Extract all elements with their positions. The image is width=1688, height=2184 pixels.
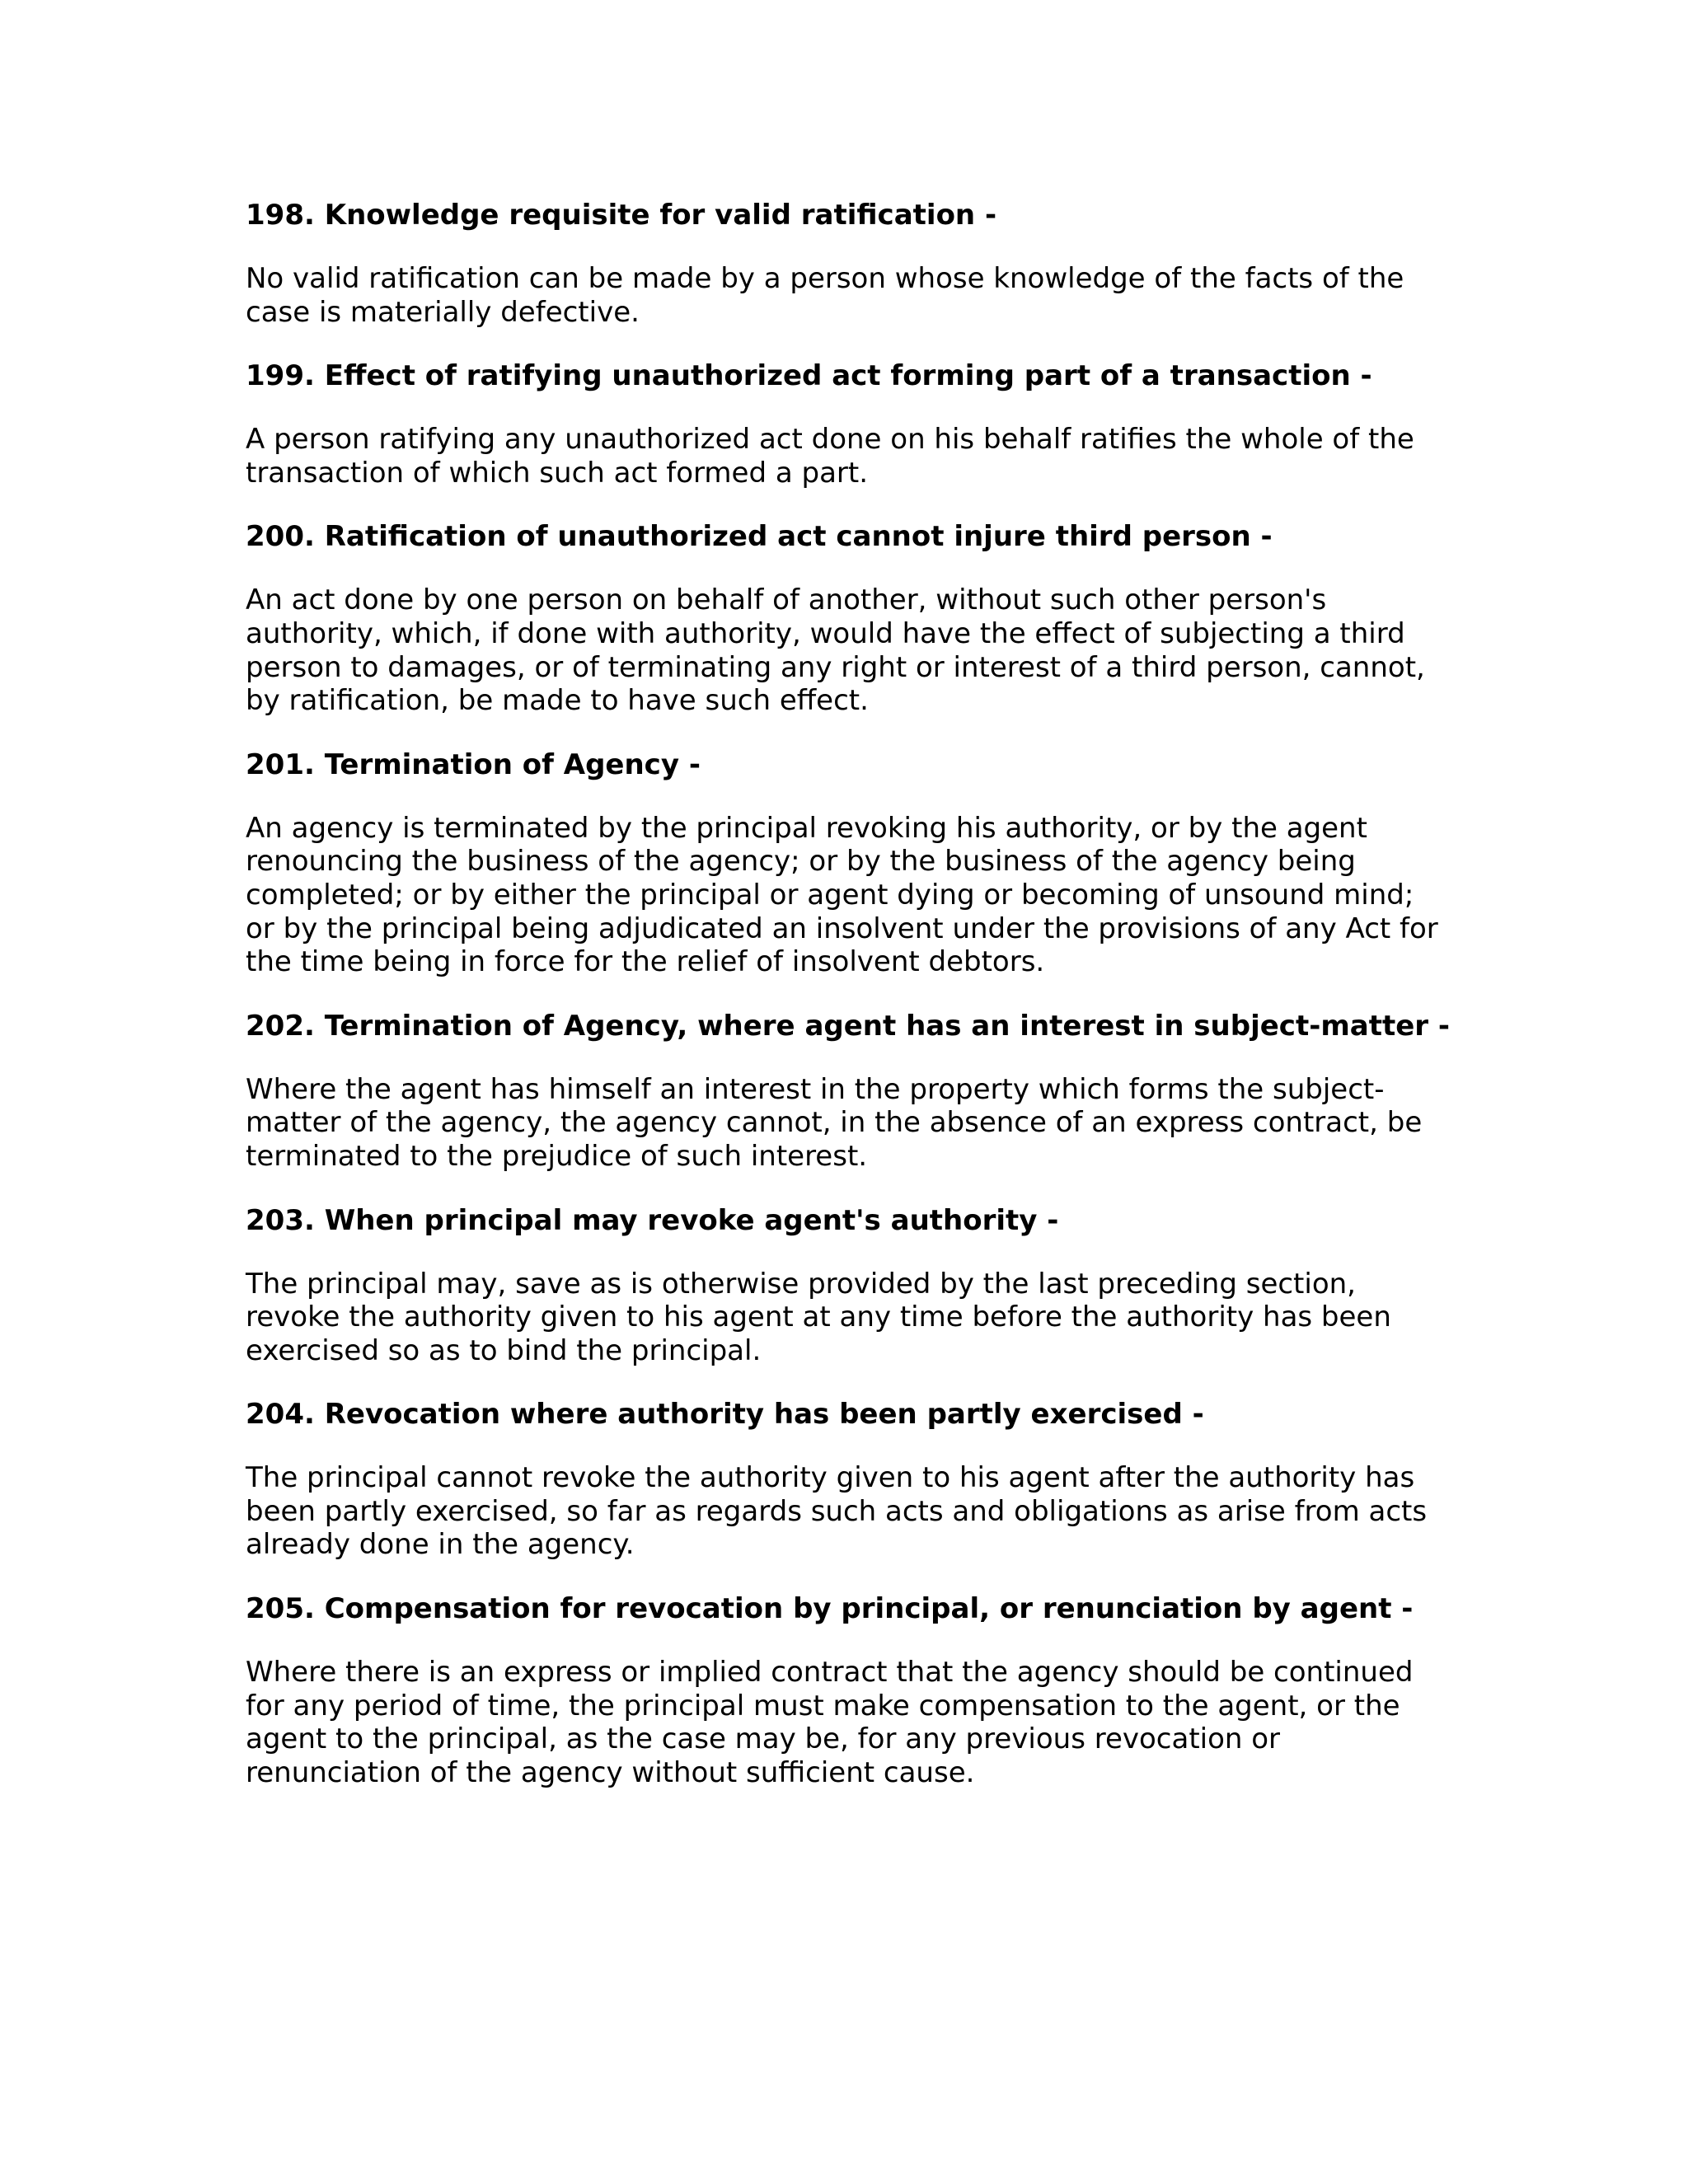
section-body (246, 1656, 1441, 1789)
body-line: The principal may, save as is otherwise provided by the last preceding section, (246, 1267, 1356, 1301)
body-line: been partly exercised, so far as regards such acts and obligations as arise from acts (246, 1494, 1428, 1528)
body-line: by ratification, be made to have such effect. (246, 684, 869, 718)
section-heading: 204. Revocation where authority has been partly exercised - (246, 1398, 1204, 1432)
section-heading: 203. When principal may revoke agent's authority - (246, 1203, 1059, 1237)
section-body (246, 1073, 1441, 1174)
body-line: matter of the agency, the agency cannot, in the absence of an express contract, be (246, 1106, 1423, 1140)
body-line: person to damages, or of terminating any right or interest of a third person, cannot, (246, 650, 1425, 684)
body-line: exercised so as to bind the principal. (246, 1333, 762, 1367)
body-line: completed; or by either the principal or agent dying or becoming of unsound mind; (246, 878, 1414, 912)
body-line: terminated to the prejudice of such interest. (246, 1139, 868, 1173)
section-201 (246, 741, 1441, 979)
body-line: Where the agent has himself an interest in the property which forms the subject- (246, 1072, 1385, 1106)
section-body (246, 262, 1441, 329)
section-heading: 202. Termination of Agency, where agent has an interest in subject-matter - (246, 1009, 1450, 1043)
body-line: agent to the principal, as the case may be, for any previous revocation or (246, 1722, 1281, 1756)
section-203 (246, 1197, 1441, 1368)
section-body (246, 1461, 1441, 1562)
section-202 (246, 1002, 1450, 1174)
section-heading: 198. Knowledge requisite for valid ratification - (246, 199, 997, 232)
body-line: revoke the authority given to his agent at any time before the authority has been (246, 1301, 1391, 1334)
section-body (246, 812, 1441, 979)
section-heading: 201. Termination of Agency - (246, 748, 701, 781)
section-198 (246, 191, 1441, 329)
body-line: case is materially defective. (246, 295, 640, 329)
body-line: An agency is terminated by the principal revoking his authority, or by the agent (246, 811, 1367, 845)
body-line: for any period of time, the principal must make compensation to the agent, or the (246, 1689, 1400, 1722)
body-line: transaction of which such act formed a part. (246, 456, 869, 490)
section-204 (246, 1390, 1441, 1562)
section-body (246, 1268, 1441, 1368)
body-line: An act done by one person on behalf of another, without such other person's (246, 583, 1327, 617)
body-line: Where there is an express or implied contract that the agency should be continued (246, 1656, 1414, 1690)
body-line: renouncing the business of the agency; or by the business of the agency being (246, 845, 1356, 879)
body-line: A person ratifying any unauthorized act done on his behalf ratifies the whole of the (246, 423, 1414, 457)
body-line: No valid ratification can be made by a person whose knowledge of the facts of the (246, 262, 1404, 295)
section-body (246, 423, 1441, 490)
body-line: authority, which, if done with authority, would have the effect of subjecting a third (246, 616, 1405, 650)
section-200 (246, 513, 1441, 717)
body-line: or by the principal being adjudicated an insolvent under the provisions of any Act for (246, 912, 1438, 945)
section-heading: 205. Compensation for revocation by principal, or renunciation by agent - (246, 1592, 1414, 1626)
body-line: renunciation of the agency without sufficient cause. (246, 1755, 975, 1789)
section-heading: 199. Effect of ratifying unauthorized act forming part of a transaction - (246, 359, 1372, 393)
section-205 (246, 1585, 1441, 1789)
document-page (246, 191, 1450, 1789)
body-line: already done in the agency. (246, 1528, 635, 1562)
section-body (246, 583, 1441, 717)
body-line: The principal cannot revoke the authority given to his agent after the authority has (246, 1461, 1415, 1495)
section-199 (246, 352, 1441, 490)
section-heading: 200. Ratification of unauthorized act cannot injure third person - (246, 520, 1273, 554)
body-line: the time being in force for the relief of insolvent debtors. (246, 945, 1045, 979)
